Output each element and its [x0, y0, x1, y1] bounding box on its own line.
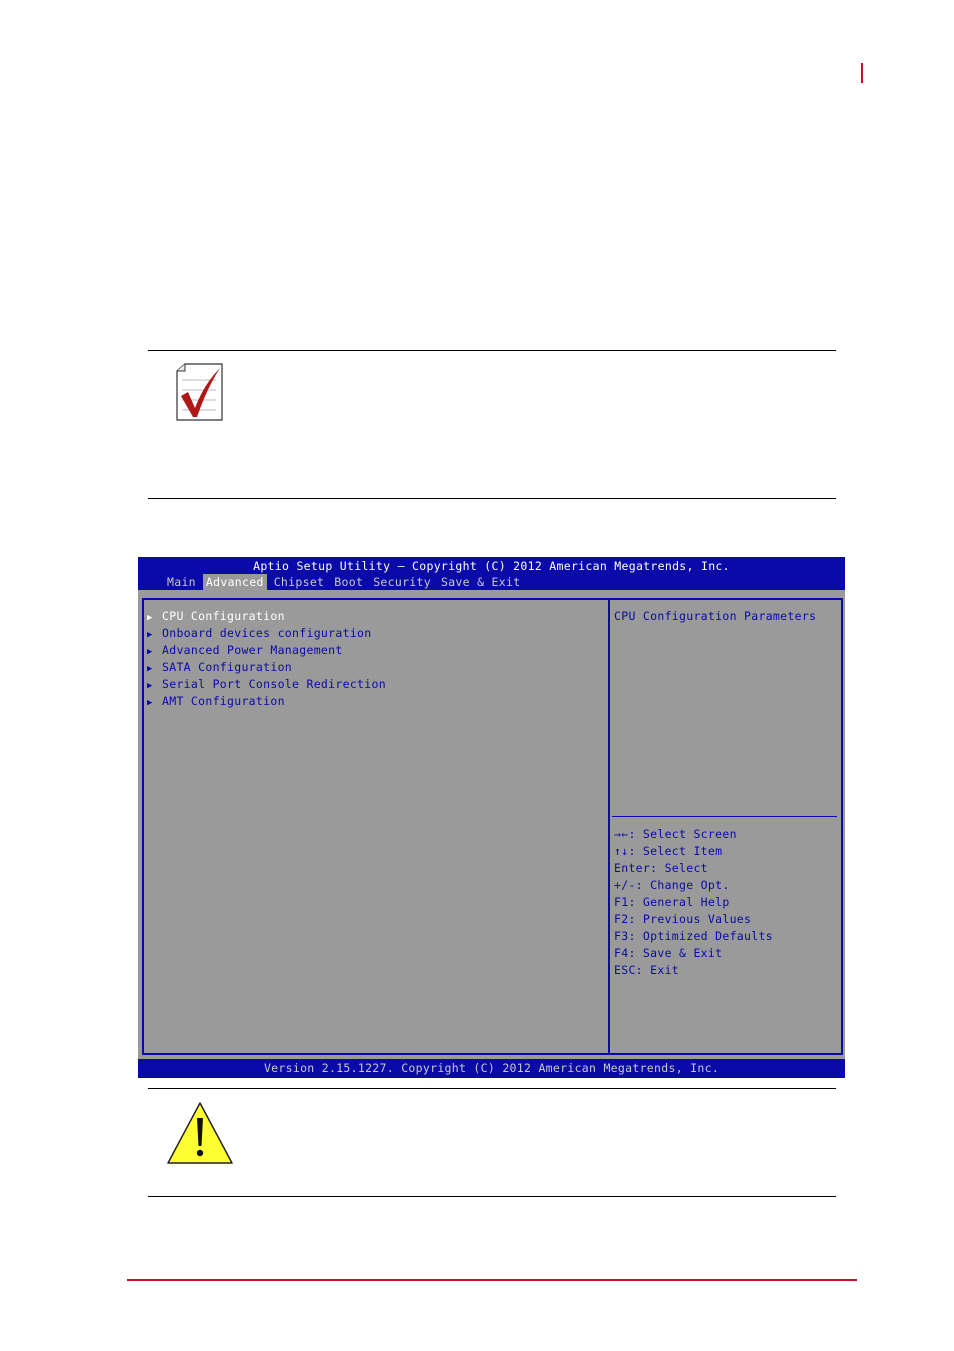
tab-boot[interactable]: Boot [334, 575, 364, 589]
menu-item-onboard-devices-configuration[interactable] [147, 625, 386, 642]
bios-footer-bar [138, 1059, 845, 1078]
key-help-item: ESC: Exit [614, 963, 680, 977]
settings-panel [142, 598, 610, 1055]
right-triangle-icon: ▶ [147, 681, 153, 691]
menu-item-amt-configuration[interactable] [147, 693, 386, 710]
key-help-item: Enter: Select [614, 861, 708, 875]
tab-main[interactable]: Main [167, 575, 196, 589]
right-triangle-icon: ▶ [147, 664, 153, 674]
right-triangle-icon: ▶ [147, 698, 153, 708]
key-help-item: F4: Save & Exit [614, 946, 723, 960]
menu-item-advanced-power-management[interactable] [147, 642, 386, 659]
key-help-item: F1: General Help [614, 895, 730, 909]
help-divider [612, 816, 837, 817]
right-triangle-icon: ▶ [147, 647, 153, 657]
bios-setup-screen [138, 557, 845, 1078]
bios-title-bar [138, 557, 845, 590]
menu-item-label: Onboard devices configuration [162, 626, 372, 640]
note-top-rule [148, 350, 836, 351]
menu-item-label: SATA Configuration [162, 660, 293, 674]
menu-item-cpu-configuration[interactable] [147, 608, 386, 625]
menu-item-label: CPU Configuration [162, 609, 285, 623]
tab-save-exit[interactable]: Save & Exit [440, 575, 521, 589]
key-help-item: +/-: Change Opt. [614, 878, 730, 892]
key-help-item: F2: Previous Values [614, 912, 752, 926]
note-bottom-rule [148, 498, 836, 499]
right-triangle-icon: ▶ [147, 630, 153, 640]
tab-security[interactable]: Security [373, 575, 431, 589]
key-help-item: F3: Optimized Defaults [614, 929, 773, 943]
checklist-note-icon [174, 362, 226, 424]
menu-item-sata-configuration[interactable] [147, 659, 386, 676]
key-help-item: ↑↓: Select Item [614, 844, 723, 858]
help-panel [608, 598, 843, 1055]
header-red-mark [861, 63, 863, 83]
tab-advanced[interactable]: Advanced [203, 574, 267, 590]
bios-title: Aptio Setup Utility – Copyright (C) 2012 American Megatrends, Inc. [253, 559, 730, 573]
bios-tab-bar [164, 574, 527, 590]
key-help-item: →←: Select Screen [614, 827, 737, 841]
warning-bottom-rule [148, 1196, 836, 1197]
key-help-list [614, 826, 773, 979]
warning-triangle-icon [166, 1100, 234, 1166]
warning-top-rule [148, 1088, 836, 1089]
footer-red-rule [127, 1279, 857, 1281]
item-help-text: CPU Configuration Parameters [614, 609, 817, 623]
bios-version-text: Version 2.15.1227. Copyright (C) 2012 American Megatrends, Inc. [263, 1061, 720, 1075]
menu-item-serial-port-console-redirection[interactable] [147, 676, 386, 693]
menu-item-label: Serial Port Console Redirection [162, 677, 386, 691]
menu-item-label: Advanced Power Management [162, 643, 343, 657]
tab-chipset[interactable]: Chipset [273, 575, 325, 589]
menu-item-label: AMT Configuration [162, 694, 285, 708]
advanced-menu-list [147, 608, 386, 710]
right-triangle-icon: ▶ [147, 613, 153, 623]
